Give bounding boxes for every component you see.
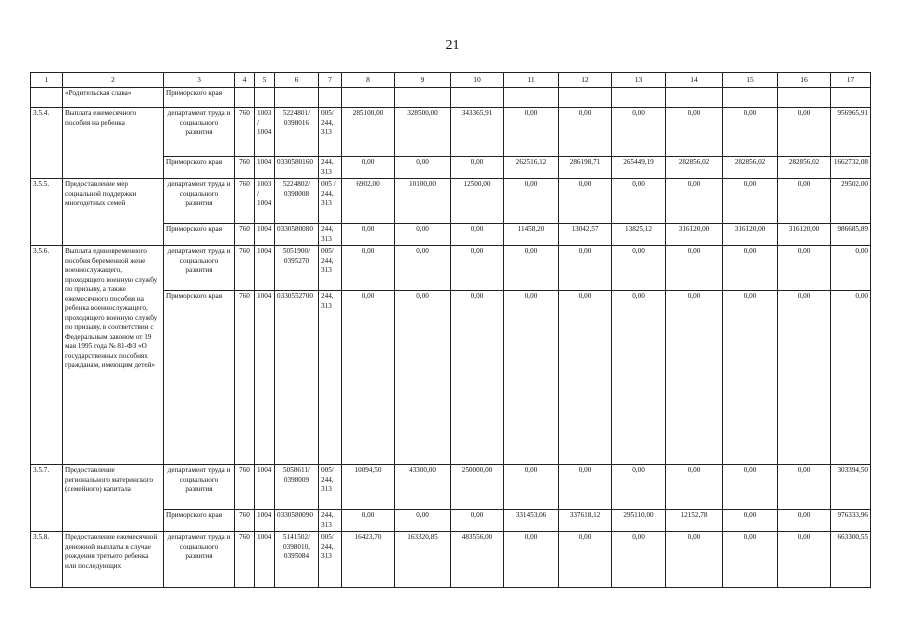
cell: 0,00 [831,291,871,465]
cell: 250000,00 [451,465,504,510]
cell [275,88,319,108]
responsible-executor: Приморского края [164,510,235,532]
cell: 0,00 [666,291,723,465]
cell [666,88,723,108]
cell: 0,00 [666,108,723,157]
cell [235,88,255,108]
cell: 0,00 [451,291,504,465]
cell: 0,00 [451,224,504,246]
program-name: Предоставление мер социальной поддержки многодетных семей [63,179,164,246]
cell: 0,00 [612,532,666,588]
cell: 760 [235,179,255,224]
cell: 1004 [255,246,275,291]
cell: 005/ 244, 313 [319,246,342,291]
cell: 976333,96 [831,510,871,532]
cell: 295110,00 [612,510,666,532]
responsible-executor: Приморского края [164,88,235,108]
cell [723,88,778,108]
responsible-executor: департамент труда и социального развития [164,465,235,510]
cell: 005/ 244, 313 [319,532,342,588]
header-cell: 1 [31,73,63,88]
cell: 760 [235,157,255,179]
cell: 282856,02 [778,157,831,179]
cell [342,88,395,108]
cell: 0,00 [504,532,559,588]
program-name: Выплата единовременного пособия беременной жене военнослужащего, проходящего военную службу по призыву, а также ежемесячного пособия на ребенка военнослужащего, проходящего военную службу по призыву, в соответствии с Федеральным законом от 19 мая 1995 года № 81-ФЗ «О государственных пособиях гражданам, имеющим детей» [63,246,164,465]
cell: 337618,12 [559,510,612,532]
cell: 0,00 [778,465,831,510]
responsible-executor: департамент труда и социального развития [164,108,235,157]
cell: 0,00 [723,510,778,532]
cell: 5051900/ 0395270 [275,246,319,291]
cell: 0,00 [778,246,831,291]
cell: 244, 313 [319,157,342,179]
cell: 0,00 [666,465,723,510]
cell: 0,00 [559,246,612,291]
cell: 986685,89 [831,224,871,246]
cell: 0330580160 [275,157,319,179]
cell: 0,00 [778,532,831,588]
cell: 328500,00 [395,108,451,157]
cell: 0,00 [723,108,778,157]
table-row [31,465,871,510]
cell: 5224801/ 0398016 [275,108,319,157]
cell: 29502,00 [831,179,871,224]
row-number: 3.5.4. [31,108,63,179]
program-name: «Родительская слава» [63,88,164,108]
cell: 0,00 [778,291,831,465]
cell: 0,00 [723,246,778,291]
budget-table [30,72,871,588]
cell: 0,00 [778,510,831,532]
cell: 13825,12 [612,224,666,246]
responsible-executor: Приморского края [164,157,235,179]
cell: 265449,19 [612,157,666,179]
cell: 005/ 244, 313 [319,108,342,157]
table-row [31,246,871,291]
cell: 316120,00 [666,224,723,246]
cell: 663300,55 [831,532,871,588]
cell: 282856,02 [666,157,723,179]
row-number [31,88,63,108]
header-cell: 8 [342,73,395,88]
table-row [31,532,871,588]
responsible-executor: департамент труда и социального развития [164,532,235,588]
cell: 0,00 [612,179,666,224]
header-cell: 3 [164,73,235,88]
header-cell: 16 [778,73,831,88]
cell [559,88,612,108]
cell: 0330580090 [275,510,319,532]
cell [831,88,871,108]
cell: 760 [235,532,255,588]
responsible-executor: Приморского края [164,291,235,465]
cell: 1003/ 1004 [255,179,275,224]
cell: 0,00 [612,291,666,465]
cell: 16423,70 [342,532,395,588]
header-cell: 12 [559,73,612,88]
table-row [31,179,871,224]
cell: 0,00 [342,246,395,291]
cell: 760 [235,465,255,510]
program-name: Выплата ежемесячного пособия на ребенка [63,108,164,179]
cell: 10100,00 [395,179,451,224]
cell: 005/ 244, 313 [319,465,342,510]
cell: 1004 [255,224,275,246]
cell: 1004 [255,532,275,588]
cell: 262516,12 [504,157,559,179]
cell: 0,00 [559,108,612,157]
cell [612,88,666,108]
cell: 0,00 [342,224,395,246]
cell: 1004 [255,510,275,532]
cell: 0,00 [451,510,504,532]
header-cell: 4 [235,73,255,88]
cell: 6902,00 [342,179,395,224]
cell: 760 [235,108,255,157]
cell: 331453,06 [504,510,559,532]
cell: 1004 [255,465,275,510]
cell: 5141502/ 0398010, 0395084 [275,532,319,588]
cell: 286198,71 [559,157,612,179]
cell: 0,00 [395,224,451,246]
header-cell: 10 [451,73,504,88]
cell: 0,00 [342,510,395,532]
cell: 0,00 [395,510,451,532]
header-cell: 9 [395,73,451,88]
cell: 760 [235,246,255,291]
cell [395,88,451,108]
cell: 13042,57 [559,224,612,246]
cell [255,88,275,108]
program-name: Предоставление регионального материнского (семейного) капитала [63,465,164,532]
cell: 0,00 [723,465,778,510]
cell: 483556,00 [451,532,504,588]
responsible-executor: департамент труда и социального развития [164,179,235,224]
program-name: Предоставление ежемесячной денежной выплаты в случае рождения третьего ребенка или последующих [63,532,164,588]
cell: 1662732,08 [831,157,871,179]
cell: 5224802/ 0398008 [275,179,319,224]
cell: 0,00 [666,246,723,291]
cell: 1003/ 1004 [255,108,275,157]
cell: 0,00 [612,465,666,510]
cell: 0,00 [559,465,612,510]
cell: 0,00 [504,179,559,224]
cell [451,88,504,108]
cell: 956965,91 [831,108,871,157]
cell: 10094,50 [342,465,395,510]
cell: 0,00 [504,291,559,465]
cell [319,88,342,108]
header-cell: 6 [275,73,319,88]
cell: 0,00 [559,291,612,465]
cell: 0,00 [451,157,504,179]
cell: 0,00 [395,246,451,291]
cell: 0,00 [612,108,666,157]
cell: 12152,78 [666,510,723,532]
cell: 343365,91 [451,108,504,157]
cell: 760 [235,224,255,246]
header-cell: 15 [723,73,778,88]
responsible-executor: департамент труда и социального развития [164,246,235,291]
row-number: 3.5.6. [31,246,63,465]
cell: 1004 [255,291,275,465]
cell: 0,00 [395,291,451,465]
cell: 0,00 [612,246,666,291]
cell: 0,00 [559,532,612,588]
header-cell: 5 [255,73,275,88]
row-number: 3.5.5. [31,179,63,246]
cell: 244, 313 [319,224,342,246]
cell: 11458,20 [504,224,559,246]
cell: 0,00 [723,532,778,588]
cell: 316120,00 [723,224,778,246]
table-row [31,108,871,157]
cell: 0,00 [504,246,559,291]
cell: 0,00 [342,157,395,179]
cell: 0,00 [451,246,504,291]
row-number: 3.5.7. [31,465,63,532]
cell: 0,00 [666,532,723,588]
header-cell: 7 [319,73,342,88]
responsible-executor: Приморского края [164,224,235,246]
header-cell: 13 [612,73,666,88]
cell: 285100,00 [342,108,395,157]
cell: 0,00 [395,157,451,179]
cell: 0330580080 [275,224,319,246]
page-number: 21 [445,38,460,53]
cell: 244, 313 [319,291,342,465]
cell: 0,00 [723,179,778,224]
cell: 0,00 [342,291,395,465]
header-cell: 14 [666,73,723,88]
header-cell: 11 [504,73,559,88]
header-row [31,73,871,88]
cell: 0,00 [723,291,778,465]
cell: 0,00 [666,179,723,224]
cell: 5058611/ 0398009 [275,465,319,510]
cell: 0,00 [831,246,871,291]
cell: 244, 313 [319,510,342,532]
cell: 316120,00 [778,224,831,246]
cell: 43300,00 [395,465,451,510]
cell: 0,00 [778,108,831,157]
cell: 282856,02 [723,157,778,179]
cell: 0,00 [504,465,559,510]
cell [504,88,559,108]
table-row [31,88,871,108]
cell: 0,00 [778,179,831,224]
cell: 760 [235,510,255,532]
cell: 303394,50 [831,465,871,510]
cell: 163320,85 [395,532,451,588]
row-number: 3.5.8. [31,532,63,588]
cell: 760 [235,291,255,465]
cell: 005 / 244, 313 [319,179,342,224]
cell [778,88,831,108]
cell: 1004 [255,157,275,179]
header-cell: 2 [63,73,164,88]
cell: 0330552700 [275,291,319,465]
cell: 12500,00 [451,179,504,224]
header-cell: 17 [831,73,871,88]
cell: 0,00 [559,179,612,224]
cell: 0,00 [504,108,559,157]
